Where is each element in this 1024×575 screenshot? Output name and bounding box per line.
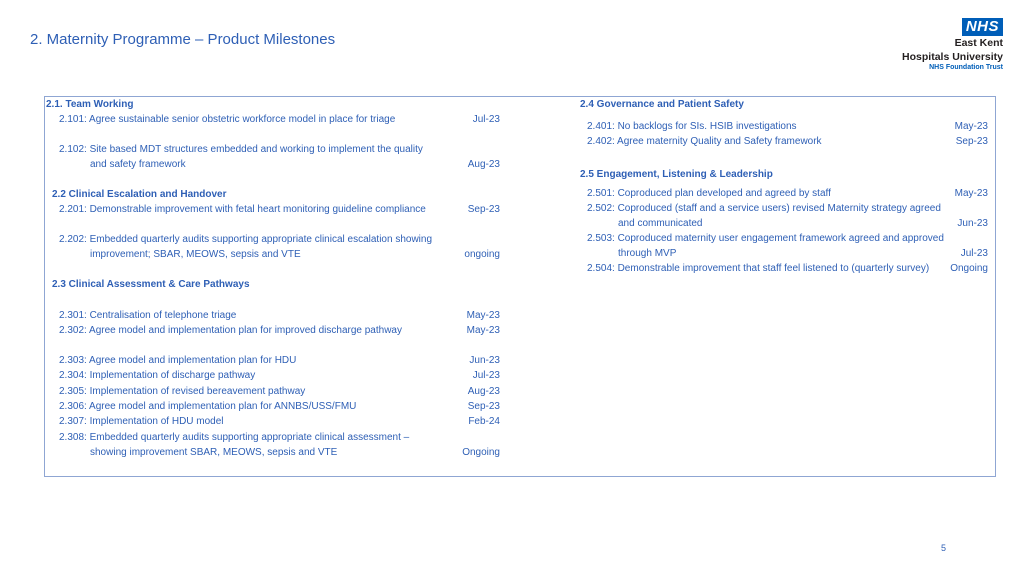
milestone-item	[573, 261, 988, 276]
milestone-item	[45, 399, 500, 414]
milestone-date: Ongoing	[950, 263, 988, 274]
milestone-item	[573, 119, 988, 134]
milestone-date: Feb-24	[468, 416, 500, 427]
milestone-date: May-23	[954, 188, 988, 199]
milestone-item	[45, 308, 500, 323]
section-heading-team-working: 2.1. Team Working	[46, 99, 134, 110]
milestone-item	[45, 202, 500, 217]
milestone-item	[45, 368, 500, 383]
milestone-date: Jul-23	[472, 370, 500, 381]
milestone-date: Sep-23	[955, 136, 988, 147]
milestone-date: May-23	[954, 121, 988, 132]
org-name-line1: East Kent	[954, 37, 1003, 49]
milestone-text: 2.504: Demonstrable improvement that staff feel listened to (quarterly survey)	[587, 263, 930, 274]
milestone-date: Jun-23	[469, 355, 500, 366]
section-heading-governance: 2.4 Governance and Patient Safety	[580, 99, 744, 110]
milestones-panel	[44, 96, 996, 477]
milestone-text: 2.201: Demonstrable improvement with fetal heart monitoring guideline compliance	[59, 204, 426, 215]
milestone-date: Jul-23	[960, 248, 988, 259]
milestone-text: 2.503: Coproduced maternity user engagement framework agreed and approved through MVP	[587, 233, 944, 259]
milestone-text: 2.307: Implementation of HDU model	[59, 416, 224, 427]
milestone-item	[45, 430, 500, 460]
milestone-date: Jun-23	[957, 218, 988, 229]
milestone-text: 2.502: Coproduced (staff and a service users) revised Maternity strategy agreed and communicated	[587, 203, 941, 229]
milestone-date: Sep-23	[467, 401, 500, 412]
milestone-date: May-23	[466, 310, 500, 321]
milestone-item	[45, 142, 500, 172]
section-heading-clinical-escalation: 2.2 Clinical Escalation and Handover	[52, 189, 227, 200]
trust-name: NHS Foundation Trust	[929, 64, 1003, 71]
milestone-date: Ongoing	[462, 447, 500, 458]
milestone-text: 2.305: Implementation of revised bereavement pathway	[59, 386, 306, 397]
milestone-text: 2.304: Implementation of discharge pathway	[59, 370, 256, 381]
milestone-text: 2.306: Agree model and implementation plan for ANNBS/USS/FMU	[59, 401, 357, 412]
page-title: 2. Maternity Programme – Product Milestones	[30, 31, 336, 48]
nhs-logo	[891, 18, 1003, 72]
milestone-item	[45, 323, 500, 338]
milestone-item	[573, 201, 988, 231]
milestone-text: 2.402: Agree maternity Quality and Safety framework	[587, 136, 822, 147]
milestone-text: 2.302: Agree model and implementation plan for improved discharge pathway	[59, 325, 402, 336]
milestone-text: 2.101: Agree sustainable senior obstetric workforce model in place for triage	[59, 114, 396, 125]
milestone-text: 2.102: Site based MDT structures embedded and working to implement the quality and safety framework	[59, 144, 423, 170]
milestone-text: 2.401: No backlogs for SIs. HSIB investigations	[587, 121, 797, 132]
milestone-item	[45, 414, 500, 429]
milestone-text: 2.501: Coproduced plan developed and agreed by staff	[587, 188, 831, 199]
nhs-logo-mark: NHS	[962, 18, 1003, 36]
milestone-item	[45, 232, 500, 262]
org-name-line2: Hospitals University	[902, 50, 1003, 63]
milestone-item	[45, 112, 500, 127]
section-heading-clinical-assessment: 2.3 Clinical Assessment & Care Pathways	[52, 279, 250, 290]
milestone-item	[573, 231, 988, 261]
milestone-date: Aug-23	[467, 386, 500, 397]
milestone-text: 2.202: Embedded quarterly audits supporting appropriate clinical escalation showing improvement; SBAR, MEOWS, sepsis and VTE	[59, 234, 433, 260]
milestone-item	[45, 384, 500, 399]
milestone-item	[573, 134, 988, 149]
milestone-item	[573, 186, 988, 201]
milestone-date: Jul-23	[472, 114, 500, 125]
milestone-text: 2.303: Agree model and implementation plan for HDU	[59, 355, 297, 366]
milestone-date: May-23	[466, 325, 500, 336]
milestone-text: 2.308: Embedded quarterly audits supporting appropriate clinical assessment – showing improvement SBAR, MEOWS, sepsis and VTE	[59, 432, 410, 458]
milestone-date: Sep-23	[467, 204, 500, 215]
page-number: 5	[940, 543, 946, 553]
milestone-date: ongoing	[464, 249, 500, 260]
section-heading-engagement: 2.5 Engagement, Listening & Leadership	[580, 169, 773, 180]
milestone-date: Aug-23	[467, 159, 500, 170]
milestone-text: 2.301: Centralisation of telephone triage	[59, 310, 237, 321]
milestone-item	[45, 353, 500, 368]
